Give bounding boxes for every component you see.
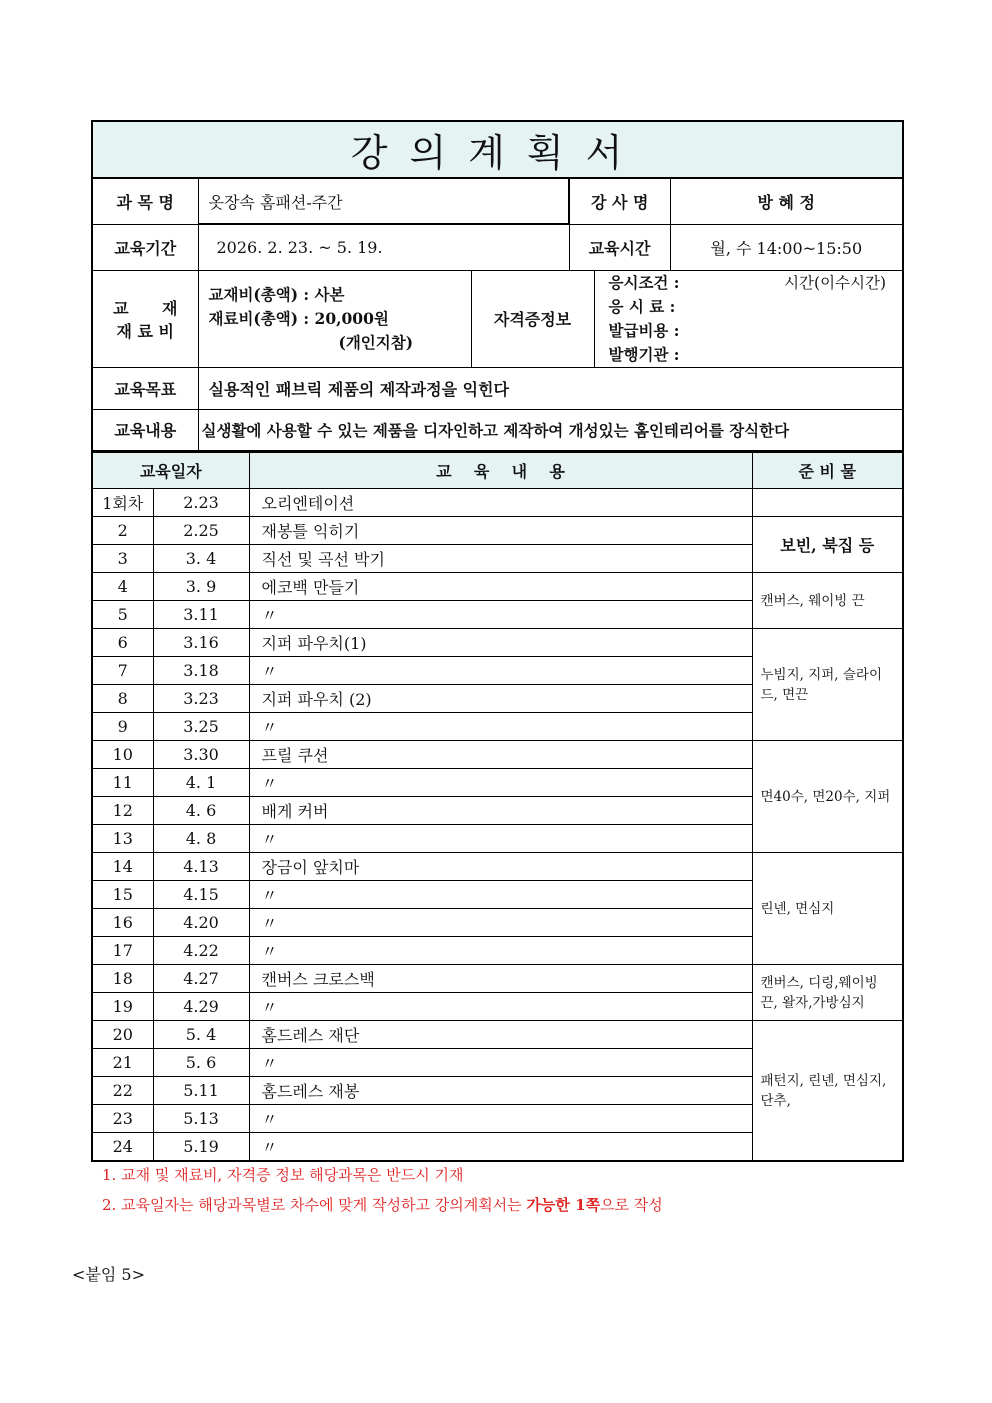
prep-materials: 캔버스, 웨이빙 끈 bbox=[752, 573, 903, 629]
schedule-table bbox=[91, 452, 904, 1162]
session-content: 오리엔테이션 bbox=[249, 489, 752, 517]
session-content: 〃 bbox=[249, 909, 752, 937]
session-date: 4. 1 bbox=[153, 769, 249, 797]
session-date: 3.30 bbox=[153, 741, 249, 769]
session-number: 4 bbox=[92, 573, 153, 601]
session-date: 5.11 bbox=[153, 1077, 249, 1105]
time-value: 월, 수 14:00~15:50 bbox=[670, 224, 903, 270]
materials-label-line2: 재 료 비 bbox=[116, 321, 174, 341]
header-content: 교 육 내 용 bbox=[249, 453, 752, 489]
session-content: 재봉틀 익히기 bbox=[249, 517, 752, 545]
session-date: 5.13 bbox=[153, 1105, 249, 1133]
header-table bbox=[91, 120, 904, 452]
session-number: 2 bbox=[92, 517, 153, 545]
session-number: 5 bbox=[92, 601, 153, 629]
note-2 bbox=[102, 1190, 663, 1220]
session-content: 〃 bbox=[249, 1049, 752, 1077]
materials-fees bbox=[198, 270, 471, 367]
content-value: 실생활에 사용할 수 있는 제품을 디자인하고 제작하여 개성있는 홈인테리어를 장식한다 bbox=[198, 409, 903, 451]
attachment-label: <붙임 5> bbox=[72, 1265, 145, 1284]
textbook-fee: 교재비(총액) : 사본 bbox=[208, 284, 345, 304]
lecture-plan-form bbox=[91, 120, 902, 1162]
materials-label-line1: 교 재 bbox=[113, 298, 178, 318]
session-date: 3.25 bbox=[153, 713, 249, 741]
note-2-bold: 가능한 1쪽 bbox=[526, 1196, 601, 1214]
session-content: 〃 bbox=[249, 769, 752, 797]
session-number: 11 bbox=[92, 769, 153, 797]
session-number: 8 bbox=[92, 685, 153, 713]
prep-materials: 보빈, 북집 등 bbox=[752, 517, 903, 573]
session-content: 홈드레스 재봉 bbox=[249, 1077, 752, 1105]
session-content: 〃 bbox=[249, 1133, 752, 1162]
session-content: 〃 bbox=[249, 713, 752, 741]
session-content: 〃 bbox=[249, 881, 752, 909]
page-title: 강의계획서 bbox=[92, 121, 903, 178]
session-date: 3. 9 bbox=[153, 573, 249, 601]
note-2-prefix: 2. 교육일자는 해당과목별로 차수에 맞게 작성하고 강의계획서는 bbox=[102, 1196, 527, 1214]
session-date: 4.29 bbox=[153, 993, 249, 1021]
session-content: 프릴 쿠션 bbox=[249, 741, 752, 769]
session-date: 2.25 bbox=[153, 517, 249, 545]
prep-materials: 린넨, 면심지 bbox=[752, 853, 903, 965]
session-date: 3.18 bbox=[153, 657, 249, 685]
session-date: 4.15 bbox=[153, 881, 249, 909]
prep-materials: 누빔지, 지퍼, 슬라이드, 면끈 bbox=[752, 629, 903, 741]
session-content: 장금이 앞치마 bbox=[249, 853, 752, 881]
session-number: 16 bbox=[92, 909, 153, 937]
session-date: 5. 6 bbox=[153, 1049, 249, 1077]
header-prep: 준 비 물 bbox=[752, 453, 903, 489]
session-content: 〃 bbox=[249, 993, 752, 1021]
session-date: 3.16 bbox=[153, 629, 249, 657]
material-fee-note: (개인지참) bbox=[338, 332, 414, 352]
session-number: 6 bbox=[92, 629, 153, 657]
session-content: 배게 커버 bbox=[249, 797, 752, 825]
goal-label: 교육목표 bbox=[92, 367, 198, 409]
notes bbox=[102, 1160, 663, 1220]
prep-materials bbox=[752, 489, 903, 517]
session-content: 〃 bbox=[249, 1105, 752, 1133]
table-row bbox=[92, 489, 903, 517]
content-label: 교육내용 bbox=[92, 409, 198, 451]
session-content: 지퍼 파우치 (2) bbox=[249, 685, 752, 713]
material-fee: 재료비(총액) : 20,000원 bbox=[208, 308, 389, 328]
cert-field-fee: 응 시 료 : bbox=[608, 296, 676, 316]
session-number: 13 bbox=[92, 825, 153, 853]
cert-condition-value: 시간(이수시간) bbox=[784, 273, 887, 292]
time-label: 교육시간 bbox=[569, 224, 670, 270]
session-number: 9 bbox=[92, 713, 153, 741]
prep-materials: 패턴지, 린넨, 면심지,단추, bbox=[752, 1021, 903, 1162]
session-date: 2.23 bbox=[153, 489, 249, 517]
session-date: 3. 4 bbox=[153, 545, 249, 573]
session-number: 20 bbox=[92, 1021, 153, 1049]
materials-label bbox=[92, 270, 198, 367]
instructor-value: 방 혜 정 bbox=[670, 178, 903, 224]
course-value: 옷장속 홈패션-주간 bbox=[198, 178, 569, 224]
session-number: 15 bbox=[92, 881, 153, 909]
course-label: 과 목 명 bbox=[92, 178, 198, 224]
session-number: 1회차 bbox=[92, 489, 153, 517]
table-row bbox=[92, 629, 903, 657]
session-content: 직선 및 곡선 박기 bbox=[249, 545, 752, 573]
instructor-label: 강 사 명 bbox=[569, 178, 670, 224]
session-content: 〃 bbox=[249, 601, 752, 629]
session-content: 에코백 만들기 bbox=[249, 573, 752, 601]
session-number: 10 bbox=[92, 741, 153, 769]
period-label: 교육기간 bbox=[92, 224, 198, 270]
prep-materials: 캔버스, 디링,웨이빙 끈, 왈자,가방심지 bbox=[752, 965, 903, 1021]
session-number: 21 bbox=[92, 1049, 153, 1077]
session-date: 3.11 bbox=[153, 601, 249, 629]
cert-field-condition: 응시조건 : bbox=[608, 272, 680, 292]
session-content: 캔버스 크로스백 bbox=[249, 965, 752, 993]
session-number: 22 bbox=[92, 1077, 153, 1105]
session-number: 18 bbox=[92, 965, 153, 993]
note-1: 1. 교재 및 재료비, 자격증 정보 해당과목은 반드시 기재 bbox=[102, 1166, 464, 1184]
note-2-suffix: 으로 작성 bbox=[600, 1196, 663, 1214]
session-number: 24 bbox=[92, 1133, 153, 1162]
session-date: 4.27 bbox=[153, 965, 249, 993]
session-date: 4. 6 bbox=[153, 797, 249, 825]
cert-field-issuer: 발행기관 : bbox=[608, 344, 680, 364]
session-content: 홈드레스 재단 bbox=[249, 1021, 752, 1049]
session-number: 12 bbox=[92, 797, 153, 825]
session-content: 〃 bbox=[249, 657, 752, 685]
table-row bbox=[92, 741, 903, 769]
prep-materials: 면40수, 면20수, 지퍼 bbox=[752, 741, 903, 853]
session-content: 〃 bbox=[249, 825, 752, 853]
header-date: 교육일자 bbox=[92, 453, 249, 489]
schedule-rows bbox=[92, 489, 903, 1162]
session-date: 4. 8 bbox=[153, 825, 249, 853]
cert-field-issue-cost: 발급비용 : bbox=[608, 320, 680, 340]
session-date: 5. 4 bbox=[153, 1021, 249, 1049]
table-row bbox=[92, 517, 903, 545]
session-content: 〃 bbox=[249, 937, 752, 965]
session-date: 4.13 bbox=[153, 853, 249, 881]
table-row bbox=[92, 965, 903, 993]
session-number: 17 bbox=[92, 937, 153, 965]
session-number: 14 bbox=[92, 853, 153, 881]
cert-label: 자격증정보 bbox=[471, 270, 594, 367]
table-row bbox=[92, 1021, 903, 1049]
session-number: 7 bbox=[92, 657, 153, 685]
period-value: 2026. 2. 23. ~ 5. 19. bbox=[198, 224, 569, 270]
session-date: 4.20 bbox=[153, 909, 249, 937]
session-number: 3 bbox=[92, 545, 153, 573]
session-content: 지퍼 파우치(1) bbox=[249, 629, 752, 657]
session-date: 4.22 bbox=[153, 937, 249, 965]
session-date: 5.19 bbox=[153, 1133, 249, 1162]
cert-info bbox=[594, 270, 903, 367]
session-number: 19 bbox=[92, 993, 153, 1021]
goal-value: 실용적인 패브릭 제품의 제작과정을 익힌다 bbox=[198, 367, 903, 409]
session-number: 23 bbox=[92, 1105, 153, 1133]
table-row bbox=[92, 573, 903, 601]
table-row bbox=[92, 853, 903, 881]
session-date: 3.23 bbox=[153, 685, 249, 713]
